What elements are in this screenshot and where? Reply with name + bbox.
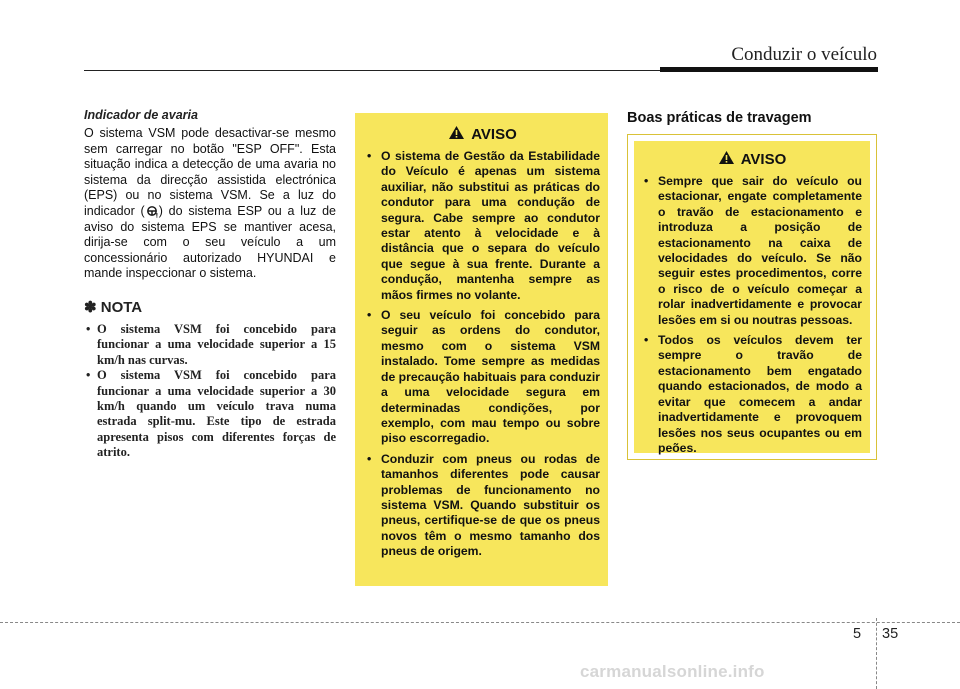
- warning-title: AVISO: [471, 126, 517, 143]
- bullet-icon: •: [644, 174, 649, 188]
- warning-triangle-icon: [448, 125, 465, 144]
- bullet-icon: •: [644, 333, 649, 348]
- note-item-text: O sistema VSM foi concebido para funcionar a uma velocidade superior a 15 km/h nas curvas.: [97, 321, 336, 367]
- braking-practices-title: Boas práticas de travagem: [627, 110, 812, 126]
- warning-item-text: Conduzir com pneus ou rodas de tamanhos diferentes pode causar problemas de funcionamento no sistema VSM. Quando substituir os pneus, certifique-se de que os pneus novos têm o mesmo tamanho dos pneus de origem.: [381, 451, 600, 559]
- warning-list: [365, 149, 600, 560]
- warning-heading: [642, 150, 862, 169]
- warning-item-text: Sempre que sair do veículo ou estacionar, engate completamente o travão de estacionamento e introduza a posição de estacionamento na caixa de velocidades do veículo. Se não seguir estes procedimentos, corre o risco de o veículo começar a rolar inadvertidamente e provocar lesões em si ou noutras pessoas.: [658, 174, 862, 327]
- warning-item: [365, 308, 600, 447]
- bullet-icon: •: [367, 308, 372, 323]
- malfunction-indicator-heading: Indicador de avaria: [84, 108, 198, 122]
- note-symbol-icon: ✽: [84, 298, 97, 316]
- bullet-icon: •: [367, 149, 372, 163]
- chapter-number: 5: [853, 626, 862, 642]
- left-column: [84, 108, 336, 461]
- note-title: NOTA: [100, 298, 143, 316]
- warning-item: [642, 333, 862, 456]
- page-number: 35: [882, 626, 899, 642]
- note-item-text: O sistema VSM foi concebido para funcionar a uma velocidade superior a 30 km/h quando um veículo trava numa estrada split-mu. Este tipo de estrada apresenta pisos com diferentes forças de atrito.: [97, 368, 336, 460]
- watermark: carmanualsonline.info: [580, 662, 765, 681]
- warning-item: [365, 149, 600, 303]
- warning-title: AVISO: [740, 151, 787, 168]
- note-item: [84, 368, 336, 460]
- bullet-icon: •: [367, 451, 372, 466]
- note-item: [84, 322, 336, 368]
- vsm-warning-box: [355, 113, 608, 586]
- warning-triangle-icon: [718, 150, 735, 169]
- warning-heading: [365, 125, 600, 144]
- warning-item-text: O seu veículo foi concebido para seguir as ordens do condutor, mesmo com o sistema VSM instalado. Tome sempre as medidas de precaução habituais para conduzir a uma velocidade segura em determinadas condições, por exemplo, com mau tempo ou sobre piso escorregadio.: [381, 308, 600, 446]
- warning-list: [642, 174, 862, 456]
- note-heading: [84, 298, 336, 316]
- bullet-icon: •: [86, 368, 91, 383]
- warning-item-text: O sistema de Gestão da Estabilidade do Veículo é apenas um sistema auxiliar, não substitui as práticas do condutor para uma condução de segura. Cabe sempre ao condutor estar atento à velocidade e à distância que o separa do veículo que segue à sua frente. Durante a condução, mantenha sempre as mãos firmes no volante.: [381, 149, 600, 302]
- bullet-icon: •: [86, 321, 91, 336]
- braking-warning-inner: [634, 141, 870, 453]
- warning-item-text: Todos os veículos devem ter sempre o travão de estacionamento bem engatado quando estacionados, de modo a evitar que comecem a andar inadvertidamente e provoquem lesões nos seus ocupantes ou em peões.: [658, 333, 862, 455]
- header-rule-accent: [660, 67, 878, 72]
- header-rule: [84, 70, 660, 71]
- braking-warning-box: [627, 134, 877, 460]
- footer-divider: [876, 618, 877, 689]
- paragraph-part-1: O sistema VSM pode desactivar-se mesmo sem carregar no botão "ESP OFF". Esta situação indica a detecção de uma avaria no sistema da direcção assistida electrónica (EPS) ou no sistema VSM. Se a luz do indicador (: [84, 126, 336, 218]
- malfunction-paragraph: [84, 126, 336, 282]
- paragraph-part-2: ) do sistema ESP ou a luz de aviso do sistema EPS se mantiver acesa, dirija-se com o seu veículo a um concessionário autorizado HYUNDAI e mande inspeccionar o sistema.: [84, 203, 336, 281]
- steering-warning-icon: [145, 204, 159, 218]
- warning-item: [642, 174, 862, 328]
- svg-text:!: !: [155, 212, 158, 218]
- note-list: [84, 322, 336, 461]
- section-title: Conduzir o veículo: [731, 44, 877, 65]
- warning-item: [365, 452, 600, 560]
- footer-rule: [0, 622, 960, 623]
